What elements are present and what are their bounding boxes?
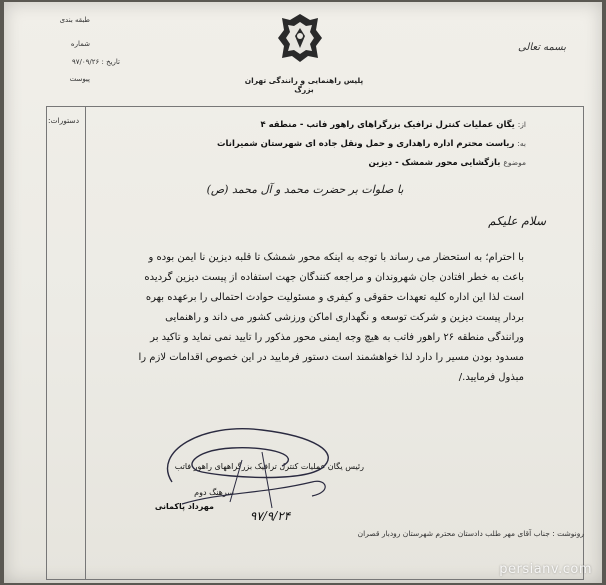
body-line: باعث به خطر افتادن جان شهروندان و مراجعه کنندگان جهت استفاده از پیست دیزین گردیده (144, 272, 524, 283)
body-line: ورانندگی منطقه ۲۶ راهور فاتب به هیچ وجه ایمنی محور مذکور را تایید نمی نماید و تاکید بر (150, 332, 524, 343)
body-line: است لذا این اداره کلیه تعهدات حقوقی و کیفری و مسئولیت حوادث احتمالی را برعهده بهره (145, 292, 524, 303)
subject-value: بازگشایی محور شمشک - دیزین (368, 158, 501, 168)
letter-page (4, 2, 602, 583)
body-line: مسدود بودن مسیر را دارد لذا خواهشمند است دستور فرمایید در این خصوص اقدامات لازم را (138, 352, 524, 363)
handwritten-greeting: سلام علیکم (488, 214, 546, 228)
date-row (30, 58, 120, 66)
sidebar-divider (85, 107, 86, 579)
to-value: ریاست محترم اداره راهداری و حمل ونقل جاده ای شهرستان شمیرانات (217, 139, 515, 149)
subject-row (96, 158, 526, 168)
signature-title: رئیس یگان عملیات کنترل ترافیک بزرگراههای راهور فاتب (174, 462, 364, 471)
body-line: بردار پیست دیزین و شرکت توسعه و نگهداری اماکن ورزشی کشور می داند و راهنمایی (165, 312, 524, 323)
number-label: شماره (70, 40, 90, 48)
classification-label: طبقه بندی (59, 16, 90, 24)
letter-body (124, 248, 524, 388)
body-line: با احترام؛ به استحضار می رساند با توجه به اینکه محور شمشک تا قلبه دیزین نا ایمن بوده و (148, 252, 524, 263)
police-title: پلیس راهنمایی و رانندگی تهران بزرگ (244, 76, 364, 94)
to-row (96, 139, 526, 149)
instructions-label: دستورات: (48, 116, 80, 125)
watermark: persianv.com (499, 562, 592, 577)
carbon-copy: رونوشت : جناب آقای مهر طلب دادستان محترم شهرستان رودبار قصران (357, 529, 584, 538)
besmehi: بسمه تعالی (517, 42, 566, 53)
from-label: از: (517, 120, 526, 129)
to-label: به: (517, 139, 526, 148)
handwritten-salutation: با صلوات بر حضرت محمد و آل محمد (ص) (206, 183, 404, 196)
signature-date: ۹۷/۹/۲۴ (249, 509, 291, 523)
date-label: تاریخ : (101, 58, 120, 66)
signature-scribble-icon (112, 412, 362, 522)
police-emblem-icon (272, 12, 328, 64)
body-line: مبذول فرمایید./ (458, 372, 524, 383)
signature-rank: سرهنگ دوم (194, 488, 234, 497)
from-row (96, 120, 526, 130)
subject-label: موضوع (503, 158, 526, 167)
signature-name: مهرداد پاکمانی (154, 502, 214, 511)
date-value: ۹۷/۰۹/۲۶ (71, 58, 100, 66)
attachment-label: پیوست (69, 75, 90, 83)
from-value: یگان عملیات کنترل ترافیک بزرگراهای راهور فاتب - منطقه ۴ (260, 120, 515, 130)
